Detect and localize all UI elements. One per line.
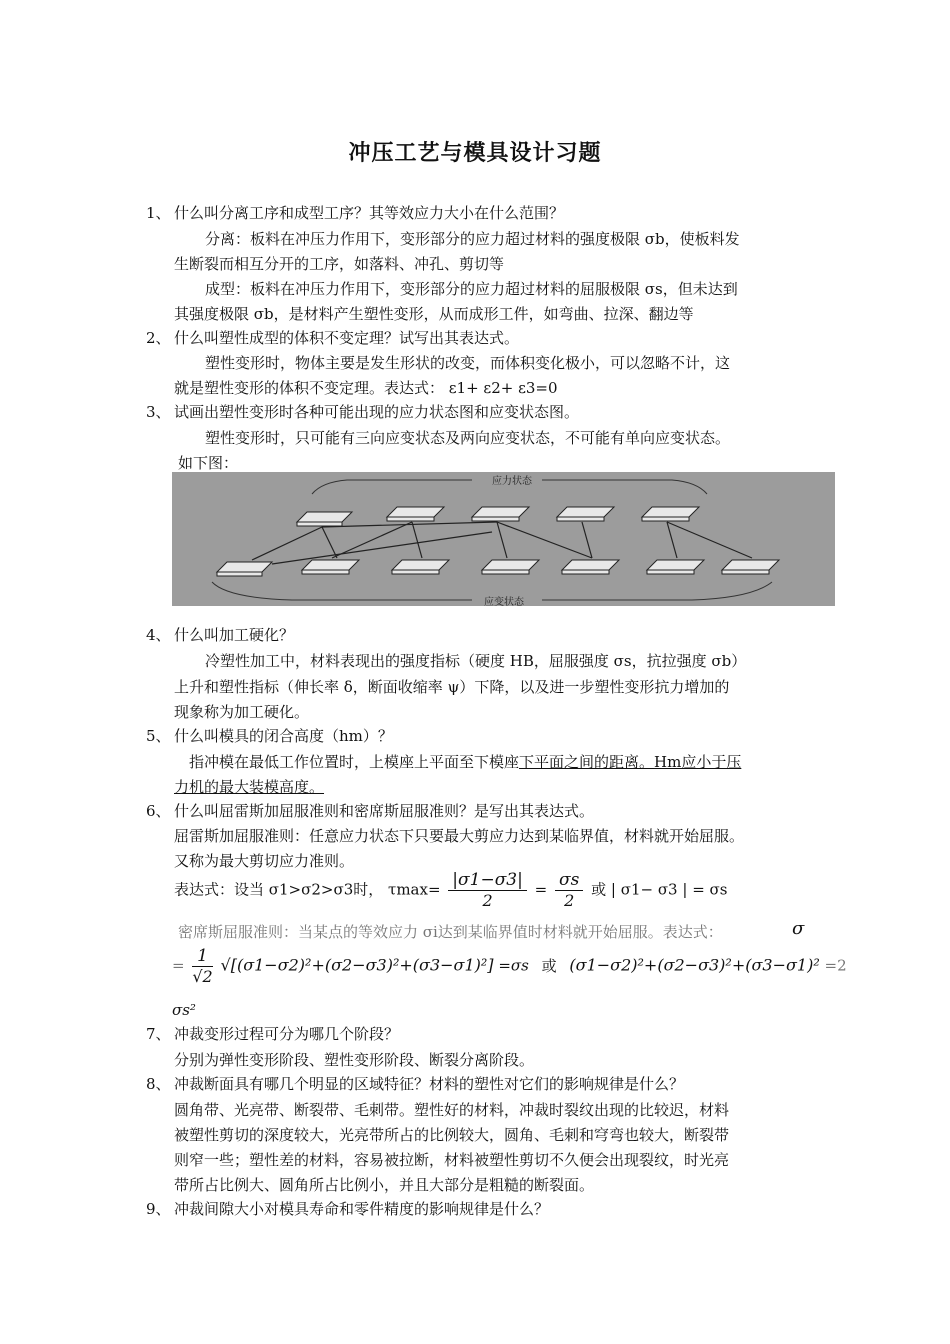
answer-line: 上升和塑性指标（伸长率 δ，断面收缩率 ψ）下降，以及进一步塑性变形抗力增加的 [174, 678, 730, 696]
question-text: 什么叫加工硬化？ [174, 626, 295, 644]
answer-line: 则窄一些；塑性差的材料，容易被拉断，材料被塑性剪切不久便会出现裂纹，时光亮 [174, 1151, 730, 1169]
question-7 [146, 1024, 399, 1044]
question-2 [146, 328, 519, 348]
answer-line: 分离：板料在冲压力作用下，变形部分的应力超过材料的强度极限 σb，使板料发 [205, 230, 740, 248]
question-text: 什么叫分离工序和成型工序？其等效应力大小在什么范围？ [174, 204, 565, 222]
question-text: 冲裁断面具有哪几个明显的区域特征？材料的塑性对它们的影响规律是什么？ [174, 1075, 685, 1093]
answer-line: 其强度极限 σb，是材料产生塑性变形，从而成形工件，如弯曲、拉深、翻边等 [174, 305, 694, 323]
question-number: 7、 [146, 1025, 171, 1043]
answer-line: 屈雷斯加屈服准则：任意应力状态下只要最大剪应力达到某临界值，材料就开始屈服。 [174, 827, 745, 845]
answer-line: 塑性变形时，物体主要是发生形状的改变，而体积变化极小，可以忽略不计，这 [205, 354, 731, 372]
answer-line: 塑性变形时，只可能有三向应变状态及两向应变状态，不可能有单向应变状态。 [205, 429, 731, 447]
question-number: 3、 [146, 403, 171, 421]
sigma-bar: σ [792, 918, 805, 939]
mises-tail: σs² [172, 1001, 196, 1019]
answer-line: 成型：板料在冲压力作用下，变形部分的应力超过材料的屈服极限 σs，但未达到 [205, 280, 738, 298]
question-text: 试画出塑性变形时各种可能出现的应力状态图和应变状态图。 [174, 403, 580, 421]
figure-label-strain: 应变状态 [484, 597, 524, 606]
answer-line: 分别为弹性变形阶段、塑性变形阶段、断裂分离阶段。 [174, 1051, 535, 1069]
answer-line: 如下图： [178, 454, 239, 472]
answer-line: 又称为最大剪切应力准则。 [174, 852, 355, 870]
figure-label-stress: 应力状态 [492, 476, 532, 487]
fraction: $\frac{1}{√2}$ [192, 946, 213, 986]
question-number: 4、 [146, 626, 171, 644]
question-number: 6、 [146, 802, 171, 820]
question-text: 冲裁变形过程可分为哪几个阶段？ [174, 1025, 400, 1043]
fraction: $\frac{\sigma s}{2}$ [555, 870, 583, 911]
question-4 [146, 625, 294, 645]
question-3 [146, 402, 579, 422]
tresca-expression: 表达式：设当 σ1>σ2>σ3时， τmax= $\frac{|\sigma 1-\sigma 3|}{2}$ = $\frac{\sigma s}{2}$ 或 | σ1− σ3 | = σs [174, 870, 728, 910]
question-text: 什么叫模具的闭合高度（hm）？ [174, 727, 393, 745]
question-number: 2、 [146, 329, 171, 347]
question-6 [146, 801, 594, 821]
plates [217, 507, 779, 576]
answer-line: 冷塑性加工中，材料表现出的强度指标（硬度 HB，屈服强度 σs，抗拉强度 σb） [205, 652, 747, 670]
question-number: 1、 [146, 204, 171, 222]
question-number: 8、 [146, 1075, 171, 1093]
question-text: 什么叫屈雷斯加屈服准则和密席斯屈服准则？是写出其表达式。 [174, 802, 595, 820]
mises-expression: = $\frac{1}{√2}$ √[(σ1−σ2)²+(σ2−σ3)²+(σ3−σ1)²] =σs 或 (σ1−σ2)²+(σ2−σ3)²+(σ3−σ1)² =2 [172, 946, 847, 986]
question-text: 什么叫塑性成型的体积不变定理？试写出其表达式。 [174, 329, 520, 347]
stress-strain-state-figure [172, 472, 835, 606]
question-5 [146, 726, 393, 746]
answer-line: 指冲模在最低工作位置时，上模座上平面至下模座下平面之间的距离。Hm应小于压 [189, 753, 742, 771]
answer-line: 圆角带、光亮带、断裂带、毛刺带。塑性好的材料，冲裁时裂纹出现的比较迟，材料 [174, 1101, 730, 1119]
state-diagram [172, 472, 835, 606]
answer-line: 被塑性剪切的深度较大，光亮带所占的比例较大，圆角、毛刺和穹弯也较大，断裂带 [174, 1126, 730, 1144]
question-1 [146, 203, 564, 223]
connector-lines [252, 522, 752, 564]
question-9 [146, 1199, 549, 1219]
page-title: 冲压工艺与模具设计习题 [348, 141, 602, 166]
answer-line: 密席斯屈服准则：当某点的等效应力 σi达到某临界值时材料就开始屈服。表达式： [178, 923, 723, 941]
answer-line: 生断裂而相互分开的工序，如落料、冲孔、剪切等 [174, 255, 505, 273]
question-number: 9、 [146, 1200, 171, 1218]
question-number: 5、 [146, 727, 171, 745]
question-8 [146, 1074, 684, 1094]
answer-line: 力机的最大装模高度。 [174, 778, 325, 796]
question-text: 冲裁间隙大小对模具寿命和零件精度的影响规律是什么？ [174, 1200, 550, 1218]
fraction: $\frac{|\sigma 1-\sigma 3|}{2}$ [448, 870, 527, 911]
answer-line: 就是塑性变形的体积不变定理。表达式： ε1+ ε2+ ε3=0 [174, 379, 558, 397]
answer-line: 带所占比例大、圆角所占比例小，并且大部分是粗糙的断裂面。 [174, 1176, 595, 1194]
answer-line: 现象称为加工硬化。 [174, 703, 310, 721]
